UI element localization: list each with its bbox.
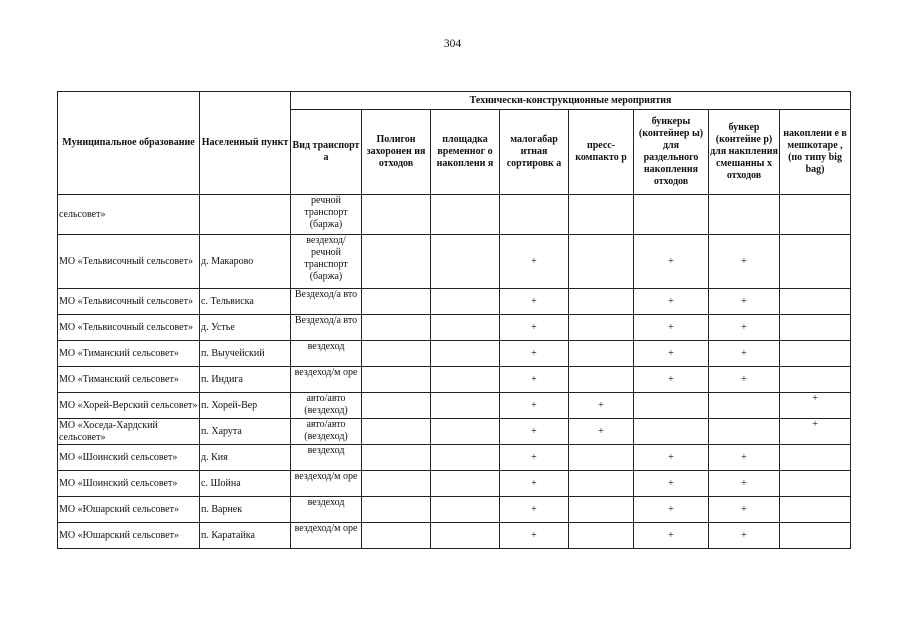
cell-measure-2: + [500,315,569,341]
cell-measure-1 [431,341,500,367]
cell-measure-4: + [634,445,709,471]
cell-measure-0 [362,195,431,235]
cell-measure-4: + [634,471,709,497]
cell-municipality: МО «Тельвисочный сельсовет» [58,289,200,315]
cell-settlement: п. Варнек [200,497,291,523]
cell-measure-5: + [709,289,780,315]
cell-measure-1 [431,289,500,315]
cell-measure-6 [780,341,851,367]
cell-municipality: МО «Тиманский сельсовет» [58,341,200,367]
table-row [58,367,851,393]
cell-transport: вездеход/м оре [291,471,362,497]
measures-table [57,91,851,549]
cell-measure-1 [431,523,500,549]
cell-measure-6 [780,523,851,549]
cell-measure-4: + [634,235,709,289]
cell-measure-2: + [500,419,569,445]
cell-measure-5: + [709,235,780,289]
cell-settlement: п. Харута [200,419,291,445]
cell-measure-4 [634,195,709,235]
cell-measure-5: + [709,523,780,549]
cell-measure-4: + [634,367,709,393]
table-row [58,393,851,419]
cell-municipality: МО «Хорей-Верский сельсовет» [58,393,200,419]
cell-measure-1 [431,393,500,419]
table-row [58,341,851,367]
header-settlement: Населенный пункт [200,92,291,195]
header-municipality: Муниципальное образование [58,92,200,195]
cell-measure-1 [431,497,500,523]
table-row [58,289,851,315]
cell-transport: вездеход/м оре [291,367,362,393]
cell-measure-6 [780,471,851,497]
table-row [58,315,851,341]
header-column-0: Вид транспорт а [291,110,362,195]
cell-measure-0 [362,315,431,341]
cell-settlement: п. Хорей-Вер [200,393,291,419]
cell-measure-1 [431,445,500,471]
cell-measure-2: + [500,235,569,289]
cell-settlement: п. Индига [200,367,291,393]
cell-measure-1 [431,419,500,445]
header-column-4: пресс-компакто р [569,110,634,195]
cell-municipality: МО «Тиманский сельсовет» [58,367,200,393]
cell-measure-6 [780,289,851,315]
header-group-title: Технически-конструкционные мероприятия [291,92,851,110]
cell-transport: вездеход [291,445,362,471]
cell-measure-0 [362,235,431,289]
cell-measure-3 [569,445,634,471]
cell-measure-2: + [500,471,569,497]
cell-measure-4: + [634,315,709,341]
cell-measure-1 [431,235,500,289]
header-column-1: Полигон захоронен ия отходов [362,110,431,195]
cell-measure-3 [569,289,634,315]
cell-measure-6 [780,235,851,289]
cell-municipality: МО «Юшарский сельсовет» [58,523,200,549]
cell-measure-4: + [634,523,709,549]
cell-measure-5 [709,393,780,419]
header-column-7: накоплени е в мешкотаре , (по типу big bag) [780,110,851,195]
cell-measure-1 [431,471,500,497]
cell-measure-1 [431,195,500,235]
cell-measure-3 [569,471,634,497]
cell-measure-2 [500,195,569,235]
cell-measure-0 [362,367,431,393]
cell-settlement: д. Кия [200,445,291,471]
cell-measure-0 [362,341,431,367]
cell-measure-4: + [634,341,709,367]
cell-settlement: с. Шойна [200,471,291,497]
cell-transport: речной транспорт (баржа) [291,195,362,235]
cell-measure-2: + [500,497,569,523]
table-row [58,471,851,497]
header-column-5: бункеры (контейнер ы) для раздельного накопления отходов [634,110,709,195]
cell-transport: вездеход/м оре [291,523,362,549]
table-row [58,523,851,549]
cell-measure-0 [362,471,431,497]
table-body [58,195,851,549]
cell-measure-0 [362,497,431,523]
cell-measure-6 [780,315,851,341]
cell-transport: Вездеход/а вто [291,315,362,341]
cell-measure-3 [569,315,634,341]
cell-measure-2: + [500,289,569,315]
cell-measure-0 [362,289,431,315]
cell-measure-3: + [569,419,634,445]
cell-municipality: МО «Хоседа-Хардский сельсовет» [58,419,200,445]
cell-measure-3 [569,195,634,235]
cell-measure-6 [780,497,851,523]
cell-measure-2: + [500,523,569,549]
page-number: 304 [443,38,462,50]
table-header [58,92,851,195]
cell-measure-6 [780,195,851,235]
cell-transport: авто/авто (вездеход) [291,419,362,445]
cell-transport: авто/авто (вездеход) [291,393,362,419]
cell-municipality: МО «Юшарский сельсовет» [58,497,200,523]
cell-settlement: п. Выучейский [200,341,291,367]
cell-transport: вездеход [291,497,362,523]
cell-measure-5: + [709,471,780,497]
cell-transport: вездеход [291,341,362,367]
cell-measure-4: + [634,497,709,523]
cell-measure-3 [569,523,634,549]
cell-measure-6: + [780,393,851,419]
cell-measure-1 [431,315,500,341]
cell-settlement: п. Каратайка [200,523,291,549]
cell-measure-2: + [500,341,569,367]
cell-measure-5: + [709,367,780,393]
cell-municipality: МО «Тельвисочный сельсовет» [58,315,200,341]
cell-measure-5: + [709,341,780,367]
table-row [58,445,851,471]
header-column-2: площадка временног о накоплени я [431,110,500,195]
cell-measure-5: + [709,315,780,341]
cell-municipality: МО «Шоинский сельсовет» [58,445,200,471]
cell-measure-6: + [780,419,851,445]
cell-transport: Вездеход/а вто [291,289,362,315]
table-row [58,195,851,235]
cell-settlement: с. Тельвиска [200,289,291,315]
cell-measure-5 [709,419,780,445]
cell-measure-3: + [569,393,634,419]
header-column-6: бункер (контейне р) для накпления смешанны х отходов [709,110,780,195]
cell-measure-3 [569,497,634,523]
cell-measure-0 [362,445,431,471]
cell-transport: вездеход/ речной транспорт (баржа) [291,235,362,289]
cell-measure-1 [431,367,500,393]
table-row [58,419,851,445]
cell-measure-4: + [634,289,709,315]
cell-measure-6 [780,367,851,393]
cell-measure-5 [709,195,780,235]
cell-measure-6 [780,445,851,471]
cell-measure-0 [362,523,431,549]
cell-measure-2: + [500,393,569,419]
cell-measure-3 [569,235,634,289]
table-row [58,235,851,289]
header-column-3: малогабар итная сортировк а [500,110,569,195]
cell-measure-5: + [709,445,780,471]
cell-municipality: сельсовет» [58,195,200,235]
cell-measure-0 [362,393,431,419]
cell-measure-4 [634,393,709,419]
cell-measure-3 [569,341,634,367]
cell-measure-4 [634,419,709,445]
cell-municipality: МО «Шоинский сельсовет» [58,471,200,497]
table-row [58,497,851,523]
cell-measure-5: + [709,497,780,523]
cell-settlement: д. Макарово [200,235,291,289]
cell-measure-2: + [500,367,569,393]
cell-measure-0 [362,419,431,445]
cell-measure-2: + [500,445,569,471]
cell-settlement: д. Устье [200,315,291,341]
cell-municipality: МО «Тельвисочный сельсовет» [58,235,200,289]
cell-settlement [200,195,291,235]
cell-measure-3 [569,367,634,393]
